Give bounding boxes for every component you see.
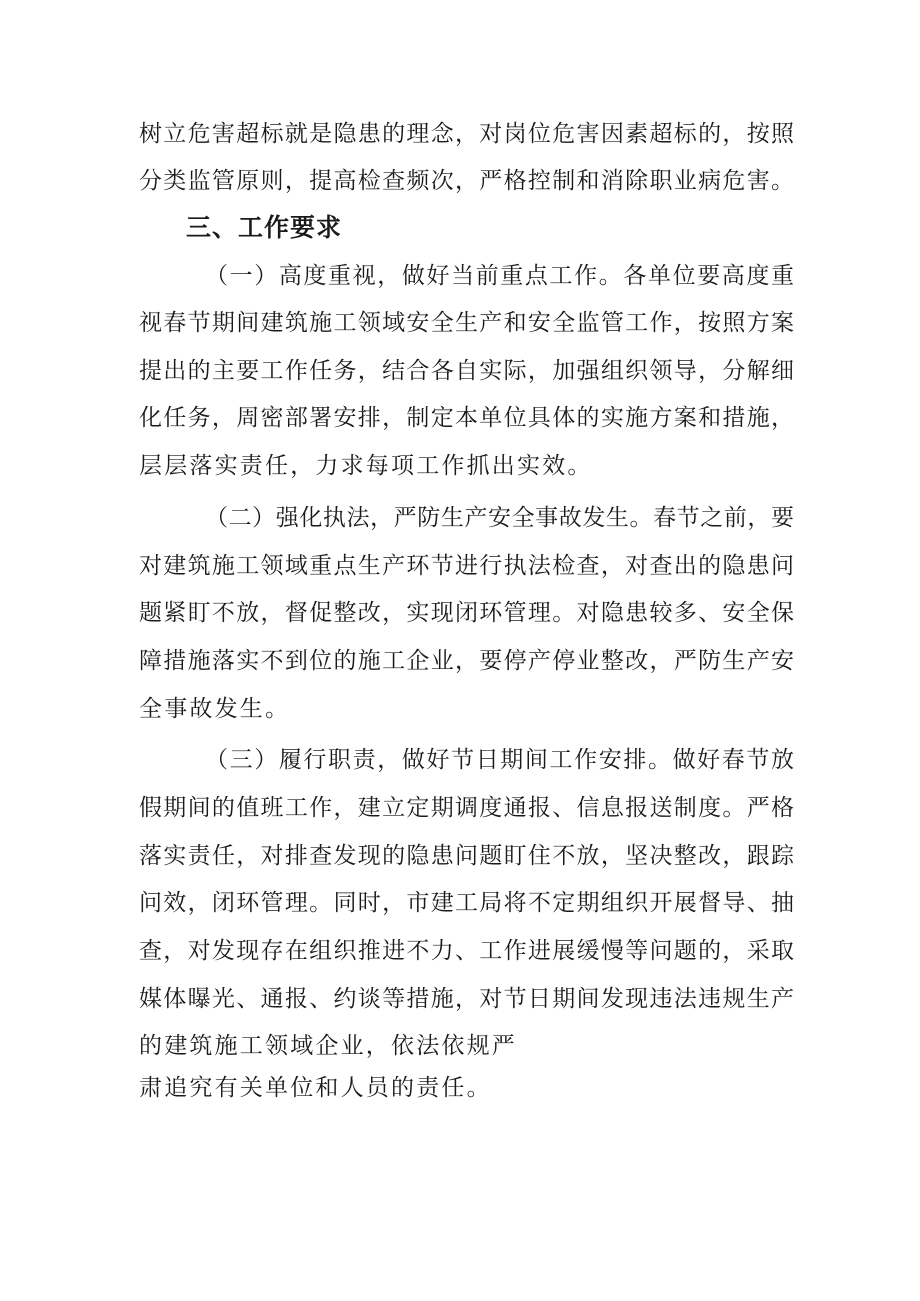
paragraph-line: 落实责任，对排查发现的隐患问题盯住不放，坚决整改，跟踪 xyxy=(139,843,794,869)
paragraph-line: 肃追究有关单位和人员的责任。 xyxy=(139,1075,492,1101)
paragraph-line: 树立危害超标就是隐患的理念，对岗位危害因素超标的，按照 xyxy=(139,121,794,147)
paragraph-line: （三）履行职责，做好节日期间工作安排。做好春节放 xyxy=(205,747,794,773)
paragraph-line: 障措施落实不到位的施工企业，要停产停业整改，严防生产安 xyxy=(139,648,794,674)
paragraph-line: 视春节期间建筑施工领域安全生产和安全监管工作，按照方案 xyxy=(139,310,794,336)
paragraph-line: 层层落实责任，力求每项工作抓出实效。 xyxy=(139,453,593,479)
paragraph-line: 问效，闭环管理。同时，市建工局将不定期组织开展督导、抽 xyxy=(139,890,794,916)
paragraph-line: 题紧盯不放，督促整改，实现闭环管理。对隐患较多、安全保 xyxy=(139,600,794,626)
paragraph-line: （二）强化执法，严防生产安全事故发生。春节之前，要 xyxy=(205,505,794,531)
paragraph-line: 提出的主要工作任务，结合各自实际，加强组织领导，分解细 xyxy=(139,358,794,384)
paragraph-line: 假期间的值班工作，建立定期调度通报、信息报送制度。严格 xyxy=(139,795,794,821)
paragraph-line: 对建筑施工领域重点生产环节进行执法检查，对查出的隐患问 xyxy=(139,553,794,579)
paragraph-line: 查，对发现存在组织推进不力、工作进展缓慢等问题的，采取 xyxy=(139,938,794,964)
paragraph-line: （一）高度重视，做好当前重点工作。各单位要高度重 xyxy=(205,263,794,289)
paragraph-line: 全事故发生。 xyxy=(139,696,291,722)
paragraph-line: 的建筑施工领域企业，依法依规严 xyxy=(139,1033,517,1059)
paragraph-line: 化任务，周密部署安排，制定本单位具体的实施方案和措施， xyxy=(139,405,794,431)
paragraph-line: 媒体曝光、通报、约谈等措施，对节日期间发现违法违规生产 xyxy=(139,986,794,1012)
paragraph-line: 分类监管原则，提高检查频次，严格控制和消除职业病危害。 xyxy=(139,168,794,194)
section-heading: 三、工作要求 xyxy=(186,213,343,242)
